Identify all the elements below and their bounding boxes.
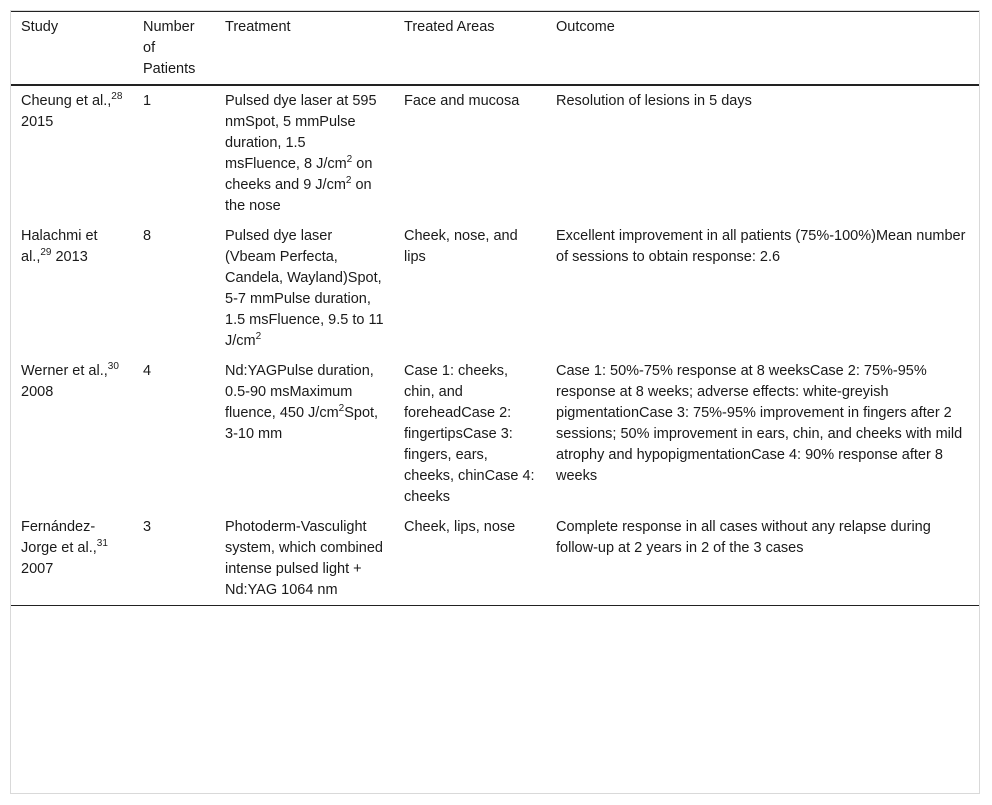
table-row xyxy=(11,221,979,356)
table-row xyxy=(11,85,979,221)
table-row xyxy=(11,356,979,512)
header-study: Study xyxy=(21,19,59,35)
treatment-cell xyxy=(215,512,394,606)
study-year: 2015 xyxy=(21,114,54,130)
treatment-text: Photoderm-Vasculight system, which combined intense pulsed light + Nd:YAG 1064 nm xyxy=(225,519,383,598)
outcome-cell: Case 1: 50%-75% response at 8 weeksCase 2: 75%-95% response at 8 weeks; adverse effects: white-greyish pigmentationCase 3: 75%-95% improvement in fingers after 2 sessions; 50% improvement in ears, chin, and cheeks with mild atrophy and hypopigmentationCase 4: 90% response after 8 weeks xyxy=(556,363,963,484)
study-name: Werner et al., xyxy=(21,363,108,379)
unit-superscript: 2 xyxy=(255,331,262,343)
study-ref: 28 xyxy=(111,91,123,103)
study-cell xyxy=(11,356,133,512)
study-table xyxy=(11,11,979,606)
study-year: 2013 xyxy=(51,249,88,265)
study-name: Cheung et al., xyxy=(21,93,112,109)
outcome-cell: Excellent improvement in all patients (75%-100%)Mean number of sessions to obtain response: 2.6 xyxy=(556,228,966,265)
patients-cell: 8 xyxy=(143,228,152,244)
study-table-container xyxy=(10,10,980,794)
unit-superscript: 2 xyxy=(338,403,345,415)
header-outcome: Outcome xyxy=(556,19,615,35)
unit-superscript: 2 xyxy=(345,175,352,187)
study-year: 2008 xyxy=(21,384,54,400)
unit-superscript: 2 xyxy=(346,154,353,166)
treatment-text: Pulsed dye laser at 595 nmSpot, 5 mmPulse duration, 1.5 msFluence, 8 J/cm xyxy=(225,93,377,172)
study-cell xyxy=(11,221,133,356)
study-ref: 31 xyxy=(96,538,108,550)
treatment-text: Pulsed dye laser (Vbeam Perfecta, Candela, Wayland)Spot, 5-7 mmPulse duration, 1.5 msFluence, 9.5 to 11 J/cm xyxy=(225,228,384,349)
treated-areas-cell: Case 1: cheeks, chin, and foreheadCase 2: fingertipsCase 3: fingers, ears, cheeks, chinCase 4: cheeks xyxy=(404,363,535,505)
treatment-cell xyxy=(215,221,394,356)
treated-areas-cell: Cheek, lips, nose xyxy=(404,519,516,535)
patients-cell: 3 xyxy=(143,519,152,535)
table-row xyxy=(11,512,979,606)
outcome-cell: Complete response in all cases without any relapse during follow-up at 2 years in 2 of the 3 cases xyxy=(556,519,931,556)
study-cell xyxy=(11,85,133,221)
treatment-cell xyxy=(215,356,394,512)
treatment-text: Spot, 3-10 mm xyxy=(225,405,379,442)
header-patients: Number of Patients xyxy=(143,19,196,77)
treatment-cell xyxy=(215,85,394,221)
treatment-text: Nd:YAGPulse duration, 0.5-90 msMaximum fluence, 450 J/cm xyxy=(225,363,374,421)
study-name: Halachmi et al., xyxy=(21,228,98,265)
study-ref: 30 xyxy=(107,361,119,373)
treatment-text: on the nose xyxy=(225,177,372,214)
patients-cell: 1 xyxy=(143,93,152,109)
study-year: 2007 xyxy=(21,561,54,577)
study-name: Fernández-Jorge et al., xyxy=(21,519,97,556)
header-treated-areas: Treated Areas xyxy=(404,19,495,35)
treatment-text: on cheeks and 9 J/cm xyxy=(225,156,373,193)
header-row xyxy=(11,12,979,86)
outcome-cell: Resolution of lesions in 5 days xyxy=(556,93,752,109)
patients-cell: 4 xyxy=(143,363,152,379)
header-treatment: Treatment xyxy=(225,19,291,35)
study-cell xyxy=(11,512,133,606)
study-ref: 29 xyxy=(40,247,52,259)
treated-areas-cell: Face and mucosa xyxy=(404,93,520,109)
treated-areas-cell: Cheek, nose, and lips xyxy=(404,228,518,265)
